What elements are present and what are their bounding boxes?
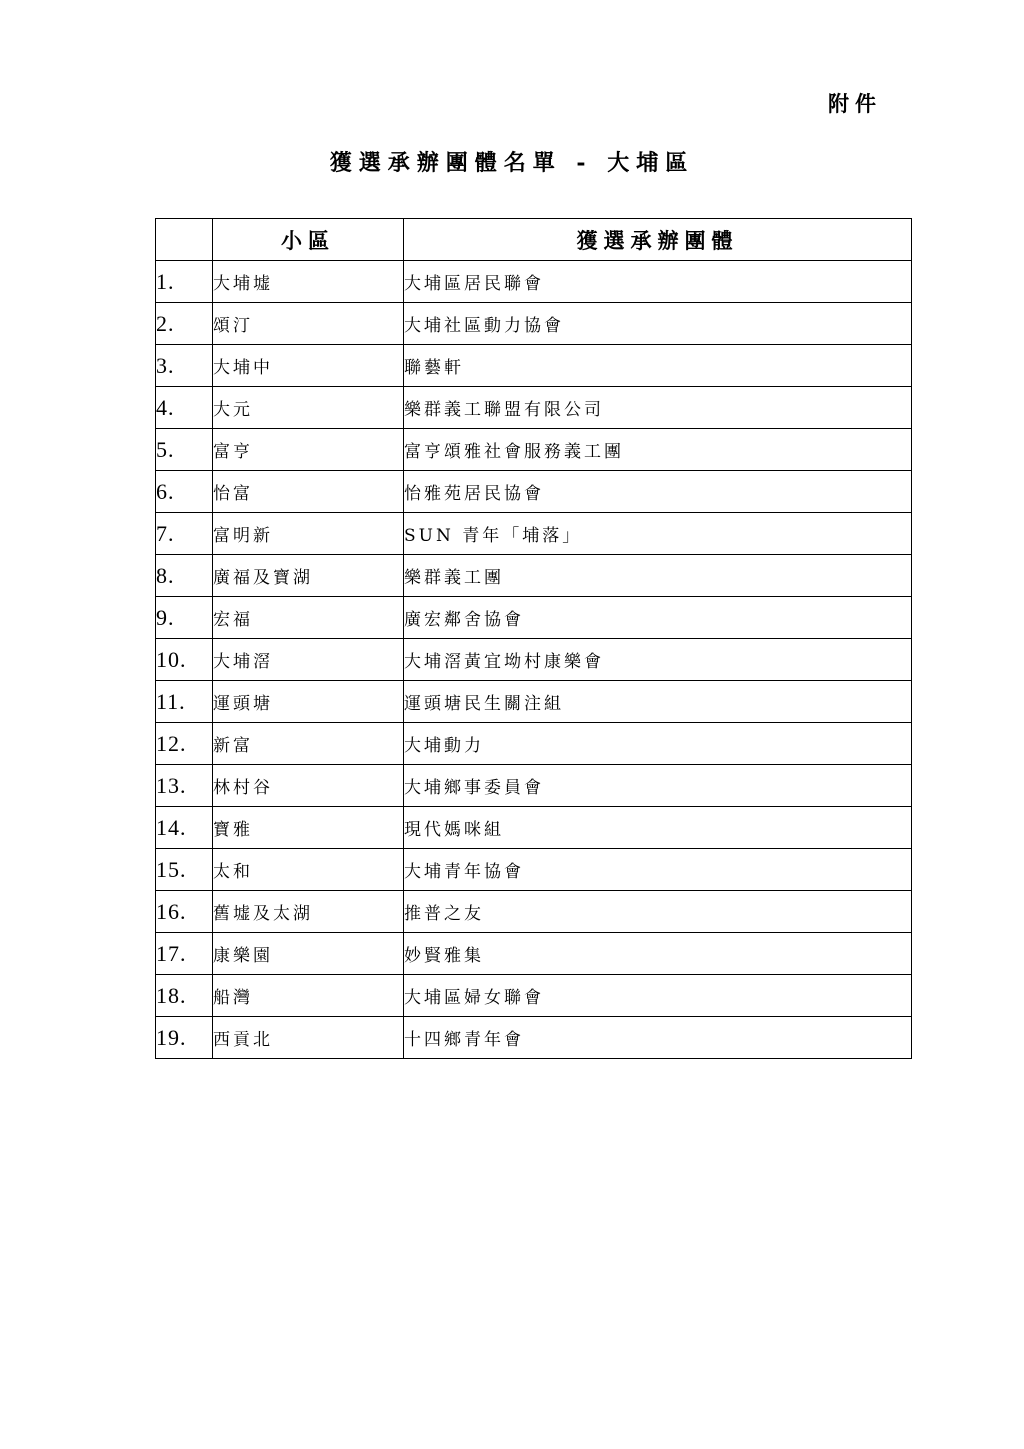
table-row [156, 513, 912, 555]
organisation-name: 運頭塘民生關注組 [404, 681, 912, 723]
table-row [156, 429, 912, 471]
table-row [156, 303, 912, 345]
district-name: 太和 [213, 849, 404, 891]
district-name: 大埔滘 [213, 639, 404, 681]
district-name: 寶雅 [213, 807, 404, 849]
table-row [156, 345, 912, 387]
row-number: 3. [156, 345, 213, 387]
row-number: 10. [156, 639, 213, 681]
annex-label: 附件 [828, 91, 882, 116]
district-name: 康樂園 [213, 933, 404, 975]
organisation-name: 妙賢雅集 [404, 933, 912, 975]
table-row [156, 681, 912, 723]
row-number: 2. [156, 303, 213, 345]
organisation-name: 富亨頌雅社會服務義工團 [404, 429, 912, 471]
organisation-name: 大埔動力 [404, 723, 912, 765]
row-number: 9. [156, 597, 213, 639]
organisation-name: 大埔青年協會 [404, 849, 912, 891]
table-row [156, 387, 912, 429]
table-row [156, 849, 912, 891]
district-name: 怡富 [213, 471, 404, 513]
row-number: 19. [156, 1017, 213, 1059]
organisation-name: 大埔區婦女聯會 [404, 975, 912, 1017]
district-name: 頌汀 [213, 303, 404, 345]
district-name: 富明新 [213, 513, 404, 555]
column-header-number [156, 219, 213, 261]
district-name: 廣福及寶湖 [213, 555, 404, 597]
column-header-organisation: 獲選承辦團體 [404, 219, 912, 261]
table-row [156, 807, 912, 849]
table-row [156, 555, 912, 597]
organisation-name: 樂群義工團 [404, 555, 912, 597]
district-name: 船灣 [213, 975, 404, 1017]
table-row [156, 765, 912, 807]
row-number: 6. [156, 471, 213, 513]
table-header-row [156, 219, 912, 261]
district-name: 大埔中 [213, 345, 404, 387]
district-name: 富亨 [213, 429, 404, 471]
organisation-name: 大埔區居民聯會 [404, 261, 912, 303]
row-number: 13. [156, 765, 213, 807]
organisation-name: 廣宏鄰舍協會 [404, 597, 912, 639]
row-number: 8. [156, 555, 213, 597]
district-name: 西貢北 [213, 1017, 404, 1059]
row-number: 17. [156, 933, 213, 975]
district-name: 大埔墟 [213, 261, 404, 303]
selected-organisations-table [155, 218, 912, 1059]
table-row [156, 891, 912, 933]
table-row [156, 639, 912, 681]
row-number: 14. [156, 807, 213, 849]
column-header-district: 小區 [213, 219, 404, 261]
organisation-name: 十四鄉青年會 [404, 1017, 912, 1059]
table-row [156, 261, 912, 303]
table-row [156, 597, 912, 639]
organisation-name: 現代媽咪組 [404, 807, 912, 849]
page-title: 獲選承辦團體名單 - 大埔區 [329, 150, 695, 176]
row-number: 7. [156, 513, 213, 555]
organisation-name: 大埔社區動力協會 [404, 303, 912, 345]
row-number: 12. [156, 723, 213, 765]
row-number: 18. [156, 975, 213, 1017]
row-number: 1. [156, 261, 213, 303]
row-number: 4. [156, 387, 213, 429]
row-number: 16. [156, 891, 213, 933]
district-name: 舊墟及太湖 [213, 891, 404, 933]
table-row [156, 933, 912, 975]
organisation-name: 大埔滘黃宜坳村康樂會 [404, 639, 912, 681]
district-name: 宏福 [213, 597, 404, 639]
organisation-name: 聯藝軒 [404, 345, 912, 387]
table-row [156, 723, 912, 765]
organisation-name: 推普之友 [404, 891, 912, 933]
table-row [156, 1017, 912, 1059]
organisation-name: 怡雅苑居民協會 [404, 471, 912, 513]
table-row [156, 471, 912, 513]
district-name: 新富 [213, 723, 404, 765]
district-name: 大元 [213, 387, 404, 429]
organisation-name: SUN 青年「埔落」 [404, 513, 912, 555]
row-number: 11. [156, 681, 213, 723]
organisation-name: 樂群義工聯盟有限公司 [404, 387, 912, 429]
organisation-name: 大埔鄉事委員會 [404, 765, 912, 807]
row-number: 15. [156, 849, 213, 891]
district-name: 運頭塘 [213, 681, 404, 723]
table-body [156, 261, 912, 1059]
row-number: 5. [156, 429, 213, 471]
table-row [156, 975, 912, 1017]
district-name: 林村谷 [213, 765, 404, 807]
